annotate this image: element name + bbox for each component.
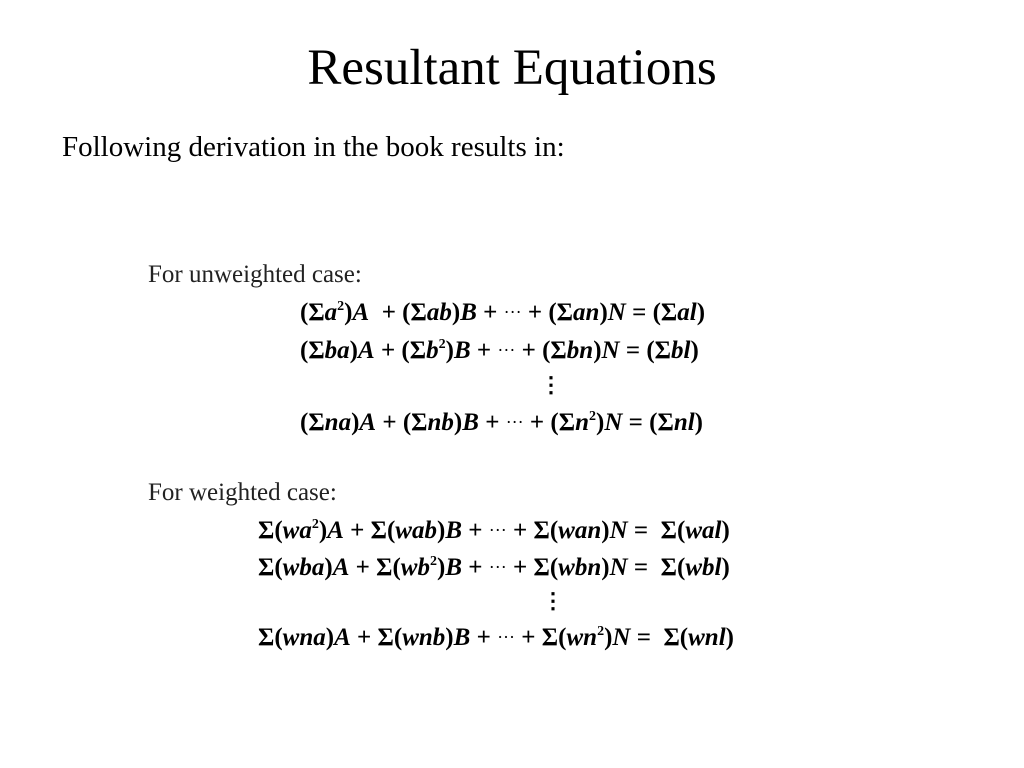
weighted-equation-2: $\Sigma(wba)A + \Sigma(wb^2)B$ + ··· + Σ(wbn)N = Σ(wbl) [258,554,730,581]
weighted-case-label: For weighted case: [148,479,337,506]
weighted-equation-n: Σ(wna)A + Σ(wnb)B + ··· + $\Sigma(wn^2)N = \Sigma(wnl)$ [258,624,734,651]
weighted-vertical-ellipsis: ⋮ [542,588,564,614]
unweighted-vertical-ellipsis: ⋮ [540,372,562,398]
slide-title: Resultant Equations [307,40,717,96]
unweighted-equation-1: $(\Sigma a^2)A + (\Sigma ab)B$ + ··· + (Σan)N = (Σal) [300,299,706,326]
weighted-equation-1: $\Sigma(wa^2)A + \Sigma(wab)B$ + ··· + Σ(wan)N = Σ(wal) [258,517,730,544]
unweighted-equation-n: (Σna)A + (Σnb)B + ··· + $(\Sigma n^2)N = (\Sigma nl)$ [300,409,703,436]
unweighted-case-label: For unweighted case: [148,261,362,288]
intro-text: Following derivation in the book results in: [62,131,565,163]
unweighted-equation-2: $(\Sigma ba)A + (\Sigma b^2)B$ + ··· + (Σbn)N = (Σbl) [300,337,699,364]
